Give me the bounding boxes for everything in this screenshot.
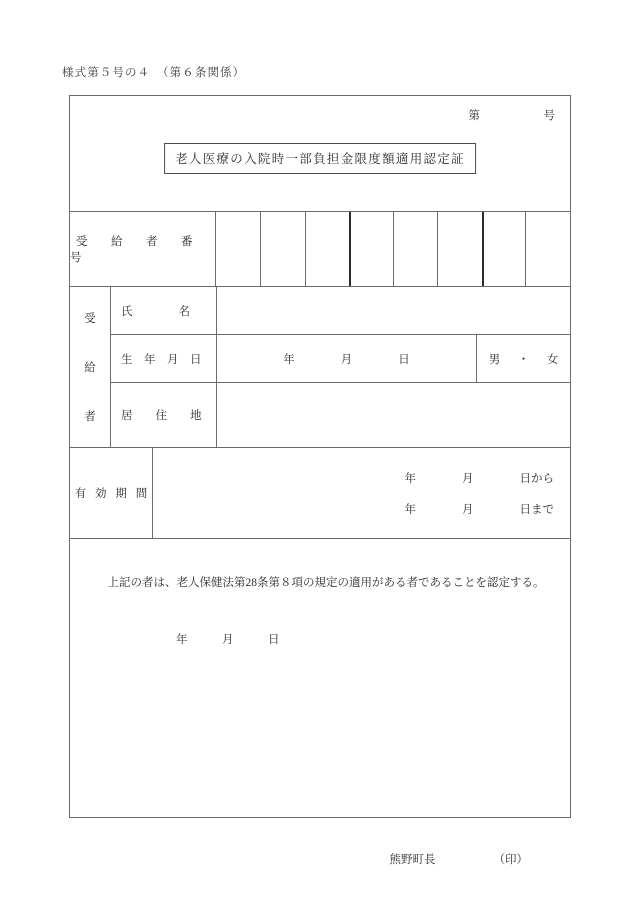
gender-field[interactable]: 男 ・ 女 <box>476 335 570 382</box>
address-field-value[interactable] <box>217 383 570 447</box>
certificate-sheet <box>69 95 571 866</box>
recipient-number-cell[interactable] <box>349 212 393 286</box>
recipient-side-label <box>70 287 111 447</box>
name-label-text: 氏 名 <box>121 305 190 318</box>
validity-to-field[interactable]: 年 月 日まで <box>404 503 554 516</box>
recipient-number-label: 受 給 者 番 号 <box>70 212 216 286</box>
document-number-field[interactable]: 第 号 <box>468 110 556 122</box>
recipient-side-label-char: 受 <box>84 312 96 325</box>
issuer-signature <box>372 839 528 879</box>
address-field-label <box>111 383 217 447</box>
recipient-number-cell[interactable] <box>482 212 526 286</box>
recipient-number-cell[interactable] <box>393 212 437 286</box>
recipient-number-cells <box>216 212 526 286</box>
recipient-birthdate-row <box>111 335 570 383</box>
seal-marker: （印） <box>493 854 528 866</box>
recipient-address-row <box>111 383 570 447</box>
recipient-number-cell[interactable] <box>437 212 481 286</box>
validity-period-body <box>153 448 570 538</box>
recipient-number-zone <box>70 212 570 287</box>
issuer-name: 熊野町長 <box>389 854 436 866</box>
recipient-number-cell[interactable] <box>216 212 260 286</box>
header-zone <box>70 96 570 212</box>
recipient-number-cell[interactable] <box>260 212 304 286</box>
birthdate-field-value <box>217 335 570 382</box>
validity-period-label: 有 効 期 間 <box>70 448 153 538</box>
recipient-number-cell[interactable] <box>305 212 349 286</box>
birthdate-field-label <box>111 335 217 382</box>
recipient-name-row <box>111 287 570 335</box>
certification-statement: 上記の者は、老人保健法第28条第８項の規定の適用がある者であることを認定する。 <box>107 577 545 589</box>
recipient-detail-zone <box>70 287 570 448</box>
birthdate-label-text: 生 年 月 日 <box>121 353 202 366</box>
form-number-label: 様式第５号の４ （第６条関係） <box>62 67 246 79</box>
issue-date-field[interactable]: 年 月 日 <box>176 634 280 646</box>
document-title: 老人医療の入院時一部負担金限度額適用認定証 <box>164 143 476 174</box>
name-field-label <box>111 287 217 334</box>
validity-period-zone <box>70 448 570 539</box>
address-label-text: 居 住 地 <box>121 410 202 422</box>
recipient-side-label-char: 給 <box>84 361 96 374</box>
recipient-rows <box>111 287 570 447</box>
birthdate-input[interactable]: 年 月 日 <box>283 353 410 366</box>
recipient-side-label-char: 者 <box>84 411 96 424</box>
name-field-value[interactable] <box>217 287 570 334</box>
validity-from-field[interactable]: 年 月 日から <box>404 472 554 485</box>
statement-zone <box>70 539 570 866</box>
